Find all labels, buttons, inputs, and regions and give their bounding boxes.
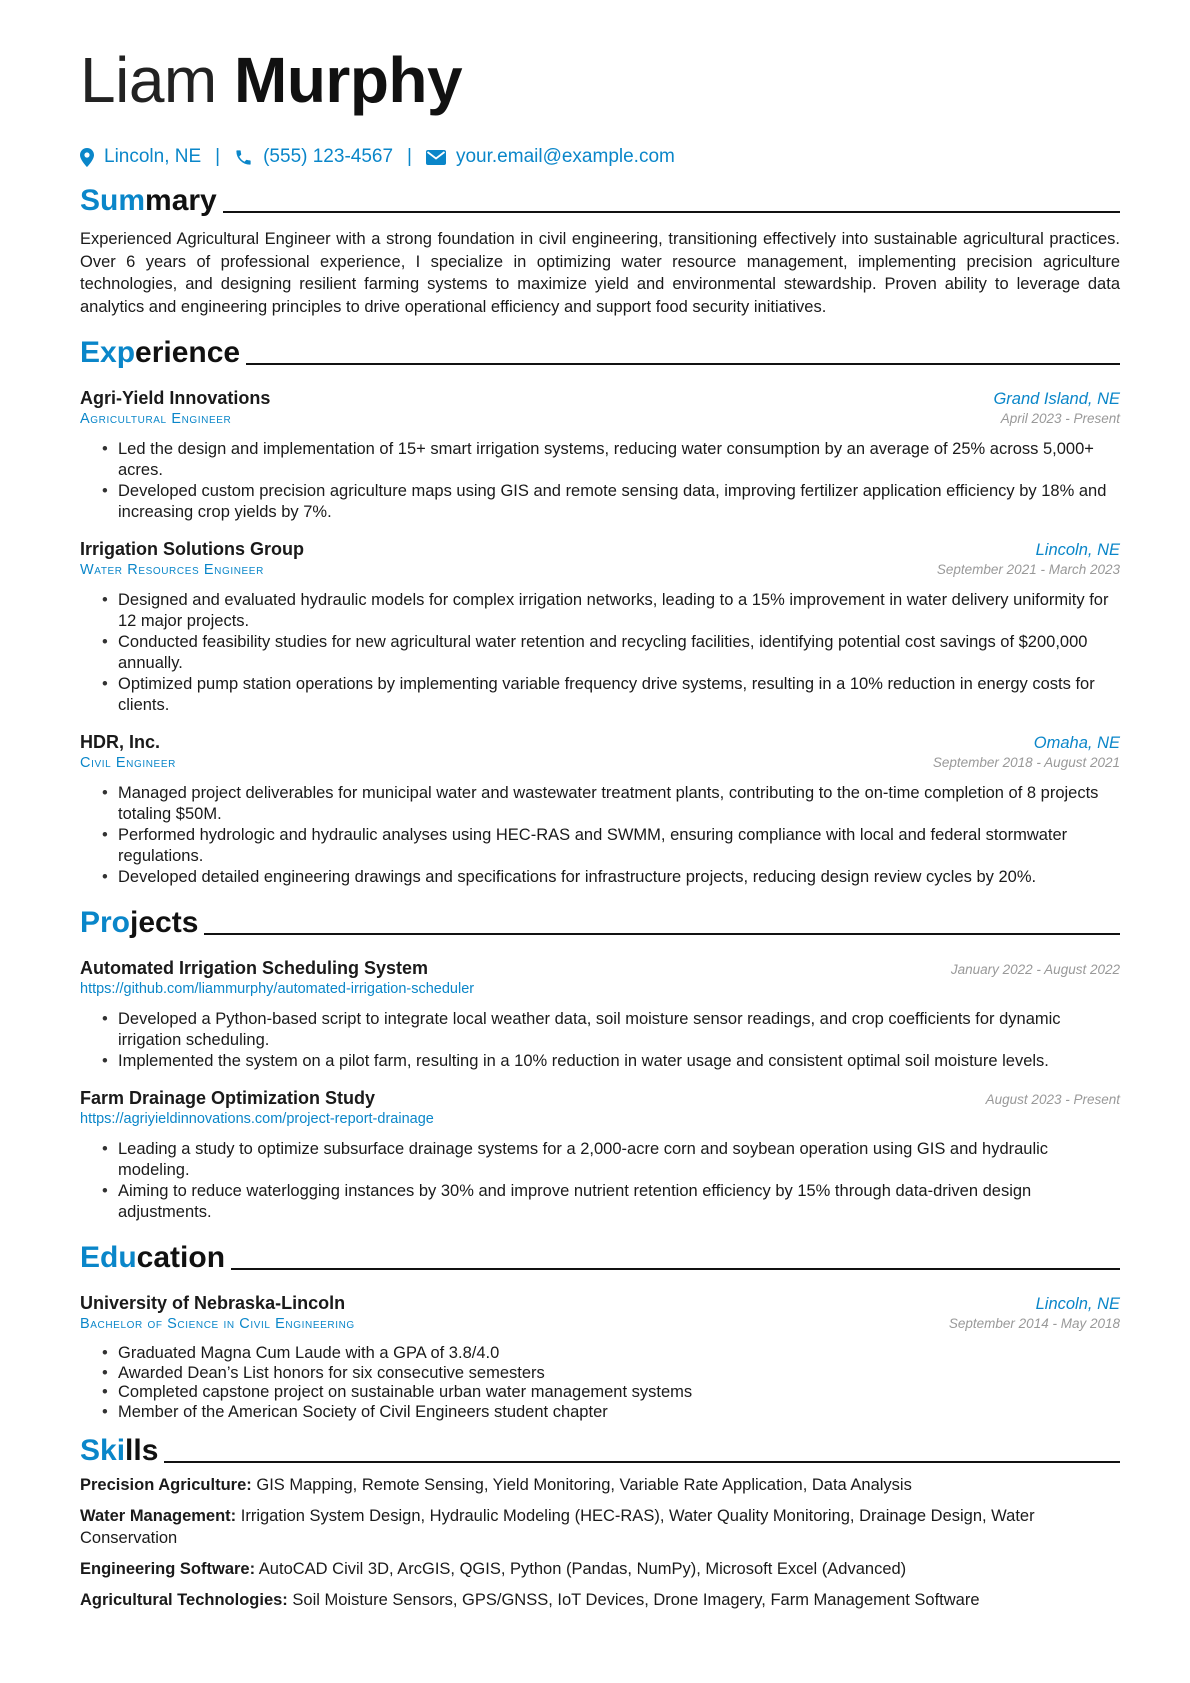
section-heading	[80, 334, 240, 372]
degree: Bachelor of Science in Civil Engineering	[80, 1316, 355, 1332]
bullet-list	[80, 590, 1120, 716]
experience-entry	[80, 386, 1120, 523]
last-name: Murphy	[234, 44, 463, 116]
skill-row	[80, 1558, 1120, 1580]
first-name: Liam	[80, 44, 217, 116]
email-text: your.email@example.com	[455, 146, 675, 167]
bullet-item: • Implemented the system on a pilot farm, resulting in a 10% reduction in water usage and consistent optimal soil moisture levels.	[118, 1051, 1120, 1072]
section-heading	[80, 1432, 158, 1470]
experience-entry	[80, 730, 1120, 888]
job-dates: September 2021 - March 2023	[936, 562, 1120, 577]
section-title-summary	[80, 180, 1120, 220]
job-location: Omaha, NE	[1033, 734, 1120, 752]
skill-items: AutoCAD Civil 3D, ArcGIS, QGIS, Python (Pandas, NumPy), Microsoft Excel (Advanced)	[258, 1560, 907, 1578]
bullet-item: • Completed capstone project on sustainable urban water management systems	[118, 1383, 1120, 1403]
section-heading	[80, 1239, 225, 1277]
bullet-item: • Member of the American Society of Civil Engineers student chapter	[118, 1403, 1120, 1423]
heading-accent: Sum	[80, 184, 146, 217]
skill-category: Agricultural Technologies:	[80, 1591, 288, 1609]
skill-items: Soil Moisture Sensors, GPS/GNSS, IoT Devices, Drone Imagery, Farm Management Software	[292, 1591, 980, 1609]
heading-rest: lls	[125, 1434, 159, 1467]
heading-rest: erience	[135, 336, 241, 369]
map-marker-icon	[80, 148, 94, 167]
job-location: Grand Island, NE	[993, 390, 1120, 408]
job-title: Water Resources Engineer	[80, 562, 264, 578]
contact-email[interactable]	[426, 146, 675, 168]
bullet-list	[80, 783, 1120, 888]
section-rule	[246, 363, 1120, 365]
skill-category: Engineering Software:	[80, 1560, 256, 1578]
section-title-projects	[80, 902, 1120, 942]
bullet-item: • Optimized pump station operations by implementing variable frequency drive systems, resulting in a 10% reduction in energy costs for clients.	[118, 674, 1120, 716]
bullet-item: • Developed custom precision agriculture maps using GIS and remote sensing data, improving fertilizer application efficiency by 18% and increasing crop yields by 7%.	[118, 481, 1120, 523]
heading-accent: Edu	[80, 1241, 137, 1274]
project-entry	[80, 956, 1120, 1072]
section-rule	[223, 211, 1120, 213]
project-name: Automated Irrigation Scheduling System	[80, 958, 429, 978]
bullet-item: • Graduated Magna Cum Laude with a GPA of 3.8/4.0	[118, 1344, 1120, 1364]
project-dates: August 2023 - Present	[985, 1092, 1120, 1107]
heading-rest: jects	[130, 906, 199, 939]
skill-category: Precision Agriculture:	[80, 1476, 252, 1494]
heading-accent: Exp	[80, 336, 136, 369]
section-rule	[231, 1268, 1120, 1270]
heading-accent: Ski	[80, 1434, 126, 1467]
project-link[interactable]: https://agriyieldinnovations.com/project-report-drainage	[80, 1111, 434, 1127]
heading-rest: cation	[136, 1241, 226, 1274]
resume-content	[80, 40, 1120, 1611]
project-entry	[80, 1086, 1120, 1223]
company-name: HDR, Inc.	[80, 732, 161, 752]
job-title: Civil Engineer	[80, 755, 176, 771]
project-link[interactable]: https://github.com/liammurphy/automated-irrigation-scheduler	[80, 981, 475, 997]
education-dates: September 2014 - May 2018	[948, 1316, 1120, 1331]
heading-accent: Pro	[80, 906, 131, 939]
contact-bar	[80, 144, 1120, 170]
bullet-item: • Developed a Python-based script to integrate local weather data, soil moisture sensor readings, and crop coefficients for dynamic irrigation scheduling.	[118, 1009, 1120, 1051]
contact-separator: |	[215, 146, 221, 167]
skill-row	[80, 1505, 1120, 1549]
company-name: Irrigation Solutions Group	[80, 539, 304, 559]
job-dates: September 2018 - August 2021	[932, 755, 1120, 770]
experience-entry	[80, 537, 1120, 716]
heading-rest: mary	[145, 184, 217, 217]
bullet-item: • Aiming to reduce waterlogging instances by 30% and improve nutrient retention efficiency by 15% through data-driven design adjustments.	[118, 1181, 1120, 1223]
skill-category: Water Management:	[80, 1507, 237, 1525]
bullet-item: • Leading a study to optimize subsurface drainage systems for a 2,000-acre corn and soybean operation using GIS and hydraulic modeling.	[118, 1139, 1120, 1181]
bullet-item: • Conducted feasibility studies for new agricultural water retention and recycling facilities, identifying potential cost savings of $200,000 annually.	[118, 632, 1120, 674]
section-heading	[80, 904, 198, 942]
job-title: Agricultural Engineer	[80, 411, 232, 427]
contact-phone[interactable]	[234, 146, 393, 168]
section-rule	[164, 1461, 1120, 1463]
bullet-item: • Led the design and implementation of 15+ smart irrigation systems, reducing water consumption by an average of 25% across 5,000+ acres.	[118, 439, 1120, 481]
section-rule	[204, 933, 1120, 935]
bullet-list	[80, 1139, 1120, 1223]
location-text: Lincoln, NE	[104, 146, 202, 167]
contact-location	[80, 146, 201, 168]
candidate-name	[80, 40, 1120, 120]
section-heading	[80, 182, 217, 220]
job-dates: April 2023 - Present	[1000, 411, 1120, 426]
section-title-experience	[80, 332, 1120, 372]
section-title-skills	[80, 1430, 1120, 1470]
bullet-item: • Awarded Dean’s List honors for six consecutive semesters	[118, 1364, 1120, 1384]
bullet-list	[80, 439, 1120, 523]
job-location: Lincoln, NE	[1035, 541, 1120, 559]
bullet-item: • Developed detailed engineering drawings and specifications for infrastructure projects, reducing design review cycles by 20%.	[118, 867, 1120, 888]
section-title-education	[80, 1237, 1120, 1277]
bullet-item: • Designed and evaluated hydraulic models for complex irrigation networks, leading to a 15% improvement in water delivery uniformity for 12 major projects.	[118, 590, 1120, 632]
skill-row	[80, 1589, 1120, 1611]
phone-icon	[234, 148, 253, 167]
skill-items: Irrigation System Design, Hydraulic Modeling (HEC-RAS), Water Quality Monitoring, Drainage Design, Water Conservation	[80, 1507, 1035, 1547]
school-location: Lincoln, NE	[1035, 1295, 1120, 1313]
contact-separator: |	[407, 146, 412, 167]
education-entry	[80, 1291, 1120, 1422]
bullet-item: • Performed hydrologic and hydraulic analyses using HEC-RAS and SWMM, ensuring compliance with local and federal stormwater regulations.	[118, 825, 1120, 867]
phone-text: (555) 123-4567	[263, 146, 394, 167]
skill-row	[80, 1474, 1120, 1496]
bullet-list	[80, 1344, 1120, 1422]
project-dates: January 2022 - August 2022	[950, 962, 1120, 977]
company-name: Agri-Yield Innovations	[80, 388, 271, 408]
summary-text: Experienced Agricultural Engineer with a strong foundation in civil engineering, transitioning effectively into sustainable agricultural practices. Over 6 years of professional experience, I specialize in optimizing water resource management, implementing precision agriculture technologies, and designing resilient farming systems to maximize yield and environmental stewardship. Proven ability to leverage data analytics and engineering principles to drive operational efficiency and support food security initiatives.	[80, 230, 1120, 316]
bullet-list	[80, 1009, 1120, 1072]
skill-items: GIS Mapping, Remote Sensing, Yield Monitoring, Variable Rate Application, Data Analysis	[256, 1476, 912, 1494]
project-name: Farm Drainage Optimization Study	[80, 1088, 376, 1108]
school-name: University of Nebraska-Lincoln	[80, 1293, 346, 1313]
bullet-item: • Managed project deliverables for municipal water and wastewater treatment plants, contributing to the on-time completion of 8 projects totaling $50M.	[118, 783, 1120, 825]
envelope-icon	[426, 150, 446, 165]
